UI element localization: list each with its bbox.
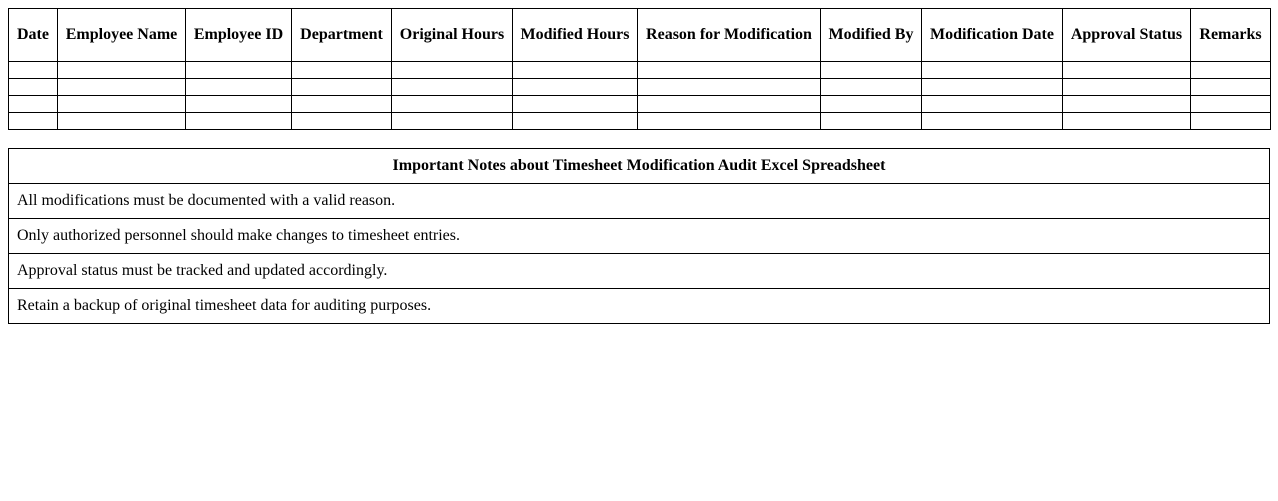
note-text: Retain a backup of original timesheet data for auditing purposes. — [9, 289, 1270, 324]
list-item — [9, 184, 1270, 219]
column-header-remarks: Remarks — [1191, 9, 1271, 62]
column-header-approval-status: Approval Status — [1063, 9, 1191, 62]
column-header-employee-name: Employee Name — [58, 9, 186, 62]
column-header-modified-by: Modified By — [821, 9, 922, 62]
table-cell[interactable] — [1063, 62, 1191, 79]
table-cell[interactable] — [186, 79, 292, 96]
table-cell[interactable] — [58, 62, 186, 79]
table-cell[interactable] — [292, 113, 392, 130]
table-cell[interactable] — [9, 113, 58, 130]
table-cell[interactable] — [392, 113, 513, 130]
table-cell[interactable] — [58, 79, 186, 96]
table-cell[interactable] — [922, 79, 1063, 96]
list-item — [9, 219, 1270, 254]
note-text: Only authorized personnel should make changes to timesheet entries. — [9, 219, 1270, 254]
table-cell[interactable] — [392, 79, 513, 96]
table-cell[interactable] — [1063, 79, 1191, 96]
table-cell[interactable] — [1191, 62, 1271, 79]
table-cell[interactable] — [1191, 96, 1271, 113]
table-cell[interactable] — [392, 62, 513, 79]
table-cell[interactable] — [58, 96, 186, 113]
notes-header-row — [9, 149, 1270, 184]
note-text: All modifications must be documented with a valid reason. — [9, 184, 1270, 219]
table-row — [9, 62, 1271, 79]
document — [8, 8, 1270, 324]
table-cell[interactable] — [922, 113, 1063, 130]
table-cell[interactable] — [821, 96, 922, 113]
table-cell[interactable] — [638, 62, 821, 79]
list-item — [9, 254, 1270, 289]
column-header-employee-id: Employee ID — [186, 9, 292, 62]
column-header-modification-date: Modification Date — [922, 9, 1063, 62]
column-header-department: Department — [292, 9, 392, 62]
table-cell[interactable] — [9, 62, 58, 79]
column-header-modified-hours: Modified Hours — [513, 9, 638, 62]
table-cell[interactable] — [292, 79, 392, 96]
list-item — [9, 289, 1270, 324]
important-notes-table — [8, 148, 1270, 324]
table-cell[interactable] — [9, 79, 58, 96]
table-cell[interactable] — [513, 113, 638, 130]
column-header-date: Date — [9, 9, 58, 62]
table-cell[interactable] — [1063, 113, 1191, 130]
table-cell[interactable] — [1063, 96, 1191, 113]
table-cell[interactable] — [922, 96, 1063, 113]
table-row — [9, 113, 1271, 130]
table-cell[interactable] — [922, 62, 1063, 79]
table-row — [9, 79, 1271, 96]
notes-title: Important Notes about Timesheet Modification Audit Excel Spreadsheet — [9, 149, 1270, 184]
table-cell[interactable] — [513, 62, 638, 79]
table-cell[interactable] — [186, 113, 292, 130]
table-cell[interactable] — [638, 96, 821, 113]
table-cell[interactable] — [186, 62, 292, 79]
table-cell[interactable] — [821, 62, 922, 79]
table-cell[interactable] — [292, 62, 392, 79]
table-cell[interactable] — [821, 79, 922, 96]
note-text: Approval status must be tracked and updated accordingly. — [9, 254, 1270, 289]
timesheet-audit-table — [8, 8, 1271, 130]
table-cell[interactable] — [1191, 79, 1271, 96]
column-header-reason: Reason for Modification — [638, 9, 821, 62]
table-cell[interactable] — [638, 113, 821, 130]
table-header-row — [9, 9, 1271, 62]
table-cell[interactable] — [513, 79, 638, 96]
column-header-original-hours: Original Hours — [392, 9, 513, 62]
table-cell[interactable] — [1191, 113, 1271, 130]
table-cell[interactable] — [292, 96, 392, 113]
table-cell[interactable] — [392, 96, 513, 113]
table-cell[interactable] — [58, 113, 186, 130]
table-cell[interactable] — [9, 96, 58, 113]
table-cell[interactable] — [513, 96, 638, 113]
table-row — [9, 96, 1271, 113]
table-cell[interactable] — [821, 113, 922, 130]
table-cell[interactable] — [638, 79, 821, 96]
table-cell[interactable] — [186, 96, 292, 113]
